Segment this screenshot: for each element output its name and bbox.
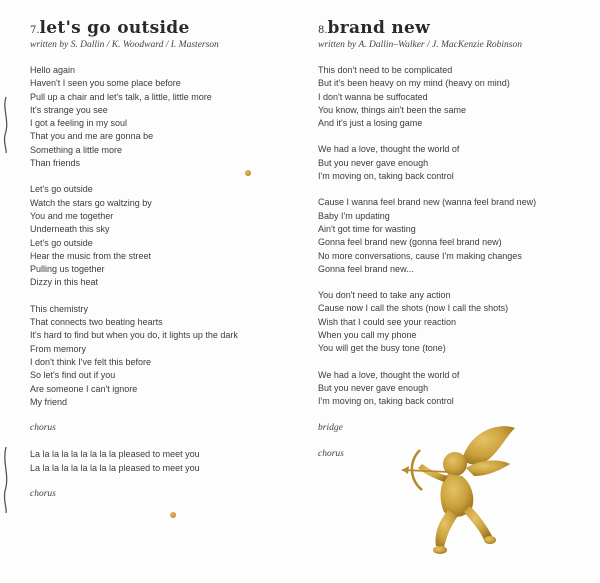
lyric-line: That you and me are gonna be bbox=[30, 131, 154, 142]
lyric-line: Pulling us together bbox=[30, 264, 105, 275]
lyric-line: I don't think I've felt this before bbox=[30, 356, 152, 367]
lyric-line: Watch the stars go waltzing by bbox=[30, 197, 152, 208]
lyric-line: My friend bbox=[30, 396, 68, 407]
stanza bbox=[30, 183, 300, 289]
lyric-line: Hello again bbox=[30, 65, 76, 75]
lyric-line: Hear the music from the street bbox=[30, 250, 152, 261]
lyric-line: Underneath this sky bbox=[30, 224, 110, 235]
lyric-line: Let's go outside bbox=[30, 237, 93, 248]
section-label: chorus bbox=[30, 489, 56, 500]
stanza bbox=[30, 422, 300, 435]
section-label: chorus bbox=[318, 448, 344, 459]
stanza bbox=[318, 64, 588, 130]
lyrics-block bbox=[318, 64, 588, 461]
song-header bbox=[30, 18, 300, 40]
lyric-line: This chemistry bbox=[30, 303, 89, 314]
stanza bbox=[30, 64, 300, 170]
lyric-line: La la la la la la la la la pleased to meet you bbox=[30, 449, 200, 460]
lyric-line: Gonna feel brand new (gonna feel brand new) bbox=[318, 237, 502, 248]
track-number: 7. bbox=[30, 25, 40, 36]
lyric-line: But you never gave enough bbox=[318, 382, 429, 393]
lyric-line: You will get the busy tone (tone) bbox=[318, 343, 446, 354]
gold-dot-icon bbox=[170, 512, 176, 518]
song-column-7 bbox=[30, 18, 300, 514]
lyric-line: We had a love, thought the world of bbox=[318, 144, 460, 155]
lyric-line: Wish that I could see your reaction bbox=[318, 316, 457, 327]
lyric-line: From memory bbox=[30, 343, 86, 354]
lyric-line: Are someone I can't ignore bbox=[30, 383, 138, 394]
lyric-line: Ain't got time for wasting bbox=[318, 223, 416, 234]
lyric-line: But it's been heavy on my mind (heavy on mind) bbox=[318, 78, 510, 89]
song-column-8 bbox=[318, 18, 588, 474]
lyric-line: You don't need to take any action bbox=[318, 290, 451, 301]
lyric-line: Baby I'm updating bbox=[318, 210, 390, 221]
lyric-line: Haven't I seen you some place before bbox=[30, 78, 181, 89]
lyric-line: We had a love, thought the world of bbox=[318, 369, 460, 380]
lyric-line: When you call my phone bbox=[318, 330, 417, 341]
lyric-line: You and me together bbox=[30, 210, 114, 221]
stanza bbox=[318, 143, 588, 183]
stanza bbox=[30, 303, 300, 409]
lyric-line: Than friends bbox=[30, 158, 81, 169]
stanza bbox=[318, 196, 588, 276]
stanza bbox=[30, 488, 300, 501]
lyric-line: No more conversations, cause I'm making changes bbox=[318, 250, 522, 261]
lyric-line: This don't need to be complicated bbox=[318, 65, 453, 75]
lyric-line: I don't wanna be suffocated bbox=[318, 91, 428, 102]
song-header bbox=[318, 18, 588, 40]
lyric-line: It's strange you see bbox=[30, 104, 108, 115]
lyric-line: Something a little more bbox=[30, 144, 123, 155]
lyric-line: Gonna feel brand new... bbox=[318, 263, 414, 274]
lyric-line: Pull up a chair and let's talk, a little, little more bbox=[30, 91, 212, 102]
lyric-line: And it's just a losing game bbox=[318, 118, 423, 129]
lyric-line: I got a feeling in my soul bbox=[30, 118, 128, 129]
binder-hook-icon bbox=[0, 445, 12, 515]
lyric-line: Cause I wanna feel brand new (wanna feel brand new) bbox=[318, 197, 537, 208]
binder-hook-icon bbox=[0, 95, 12, 155]
lyric-line: You know, things ain't been the same bbox=[318, 104, 466, 115]
stanza bbox=[30, 448, 300, 475]
lyric-line: Dizzy in this heat bbox=[30, 277, 99, 288]
stanza bbox=[318, 289, 588, 355]
section-label: bridge bbox=[318, 422, 343, 433]
lyric-line: I'm moving on, taking back control bbox=[318, 171, 454, 182]
lyric-line: La la la la la la la la la pleased to meet you bbox=[30, 462, 200, 473]
lyrics-block bbox=[30, 64, 300, 501]
stanza bbox=[318, 369, 588, 409]
track-number: 8. bbox=[318, 25, 328, 36]
lyric-line: Cause now I call the shots (now I call the shots) bbox=[318, 303, 509, 314]
lyric-line: But you never gave enough bbox=[318, 157, 429, 168]
lyric-line: That connects two beating hearts bbox=[30, 317, 163, 328]
songwriter-credits: written by A. Dallin–Walker / J. MacKenzie Robinson bbox=[318, 40, 522, 50]
lyric-line: I'm moving on, taking back control bbox=[318, 396, 454, 407]
song-title: let's go outside bbox=[39, 18, 190, 38]
lyric-line: So let's find out if you bbox=[30, 370, 116, 381]
lyric-line: Let's go outside bbox=[30, 184, 93, 195]
gold-dot-icon bbox=[245, 170, 251, 176]
songwriter-credits: written by S. Dallin / K. Woodward / I. Masterson bbox=[30, 40, 219, 50]
lyric-line: It's hard to find but when you do, it lights up the dark bbox=[30, 330, 238, 341]
song-title: brand new bbox=[327, 18, 431, 38]
section-label: chorus bbox=[30, 423, 56, 434]
cupid-icon bbox=[400, 420, 520, 560]
